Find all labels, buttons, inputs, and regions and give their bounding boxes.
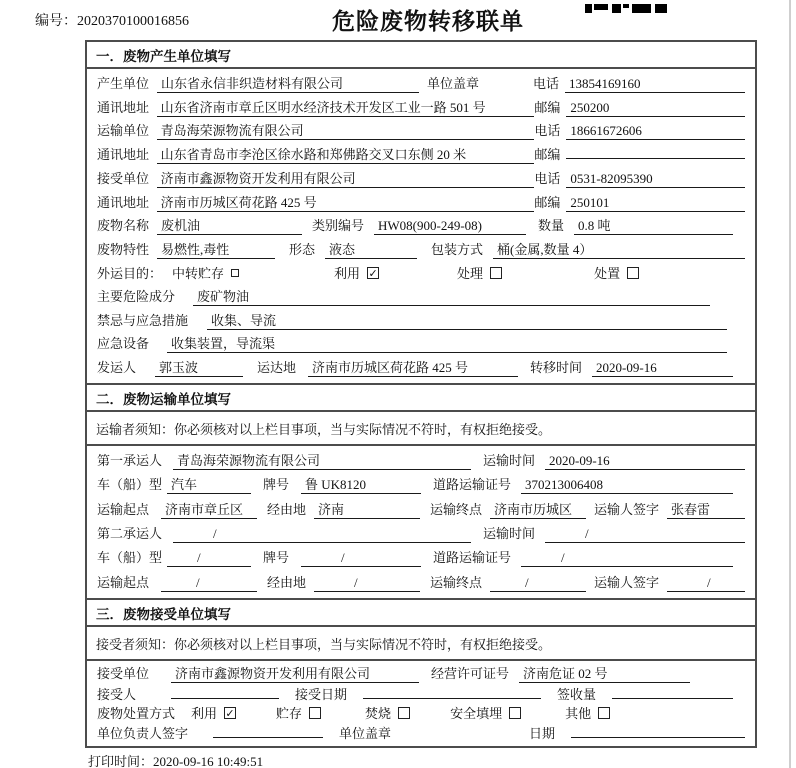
transporter-row	[97, 120, 745, 140]
vehicle-type-label: 车（船）型	[97, 550, 163, 566]
acceptance-row	[97, 684, 745, 703]
signature-row	[97, 723, 745, 742]
carrier2-value: /	[173, 526, 471, 543]
quantity-value: 0.8 吨	[574, 215, 733, 235]
transporter-value: 青岛海荣源物流有限公司	[157, 120, 535, 140]
license-label: 经营许可证号	[431, 666, 510, 682]
postal-label: 邮编	[534, 99, 561, 115]
acceptor-label: 接受人	[97, 686, 137, 702]
route-via-value: /	[314, 575, 420, 592]
permit-label: 道路运输证号	[433, 550, 512, 566]
transporter-address: 山东省青岛市李沧区徐水路和郑佛路交叉口东侧 20 米	[157, 144, 535, 164]
address-label: 通讯地址	[97, 194, 150, 210]
disposal-option-label: 安全填埋	[450, 706, 503, 722]
waste-property-value: 易燃性,毒性	[157, 239, 275, 259]
carrier-sign-label: 运输人签字	[594, 501, 660, 517]
address-label: 通讯地址	[97, 147, 150, 163]
checkbox-treat	[490, 267, 502, 279]
permit-label: 道路运输证号	[433, 477, 512, 493]
checkbox-other	[598, 707, 610, 719]
waste-name-label: 废物名称	[97, 218, 150, 234]
purpose-option-label: 中转贮存	[172, 266, 225, 281]
transport-time-label: 运输时间	[483, 453, 536, 469]
packing-label: 包装方式	[431, 242, 484, 258]
doc-number-value: 2020370100016856	[77, 14, 189, 29]
dispatcher-value: 郭玉波	[155, 357, 243, 377]
measures-label: 禁忌与应急措施	[97, 312, 189, 328]
route-end-label: 运输终点	[430, 501, 483, 517]
route2-row	[97, 572, 745, 592]
section1-body	[87, 69, 755, 383]
transport-time-value: /	[545, 526, 745, 543]
transfer-time-value: 2020-09-16	[592, 360, 733, 377]
disposal-option-label: 焚烧	[365, 706, 392, 722]
section2-header: 二．废物运输单位填写	[87, 383, 755, 412]
transfer-time-label: 转移时间	[530, 360, 583, 376]
phone-label: 电话	[533, 75, 560, 91]
plate-label: 牌号	[263, 477, 290, 493]
purpose-row	[97, 263, 745, 282]
transporter-postal	[566, 145, 745, 159]
hazard-value: 废矿物油	[193, 286, 710, 306]
vehicle-type-value: 汽车	[167, 474, 251, 494]
form-value: 液态	[325, 239, 417, 259]
route-end-value: /	[490, 575, 586, 592]
vehicle-type-label: 车（船）型	[97, 477, 163, 493]
section2-body	[87, 446, 755, 598]
producer-row	[97, 73, 745, 93]
accept-unit-value: 济南市鑫源物资开发利用有限公司	[171, 663, 419, 683]
transport-time-value: 2020-09-16	[545, 453, 745, 470]
checkbox-incinerate	[398, 707, 410, 719]
received-amount-label: 签收量	[557, 686, 597, 702]
packing-value: 桶(金属,数量 4）	[493, 239, 745, 259]
disposal-option-label: 贮存	[276, 706, 303, 722]
hazard-row	[97, 286, 745, 306]
checkbox-utilize: ✓	[225, 706, 235, 720]
section1-header: 一．废物产生单位填写	[87, 42, 755, 69]
waste-name-value: 废机油	[157, 215, 302, 235]
carrier-sign-label: 运输人签字	[594, 574, 660, 590]
transporter-phone: 18661672606	[566, 123, 745, 140]
disposal-option-label: 其他	[565, 706, 592, 722]
receiver-address-row	[97, 192, 745, 212]
plate-label: 牌号	[263, 550, 290, 566]
accept-date-value	[363, 685, 541, 699]
plate-value: /	[301, 550, 421, 567]
destination-label: 运达地	[257, 360, 297, 376]
postal-label: 邮编	[534, 147, 561, 163]
hazard-label: 主要危险成分	[97, 288, 176, 304]
category-label: 类别编号	[312, 218, 365, 234]
category-value: HW08(900-249-08)	[374, 218, 526, 235]
route-via-label: 经由地	[267, 501, 307, 517]
equipment-value: 收集装置，导流渠	[167, 333, 727, 353]
receiver-label: 接受单位	[97, 170, 150, 186]
route-start-label: 运输起点	[97, 501, 150, 517]
carrier-sign-value: 张春雷	[667, 499, 745, 519]
receiver-postal: 250101	[566, 195, 745, 212]
checkbox-utilize: ✓	[368, 266, 378, 280]
quantity-label: 数量	[538, 218, 565, 234]
measures-value: 收集、导流	[207, 310, 727, 330]
doc-number-label: 编号：	[35, 14, 77, 29]
producer-label: 产生单位	[97, 75, 150, 91]
purpose-option-label: 利用	[334, 266, 361, 281]
route1-row	[97, 499, 745, 519]
route-start-value: /	[161, 575, 257, 592]
responsible-sign-label: 单位负责人签字	[97, 725, 189, 741]
page-edge-divider	[789, 0, 791, 768]
checkbox-landfill	[509, 707, 521, 719]
section3-header: 三．废物接受单位填写	[87, 598, 755, 627]
accept-date-label: 接受日期	[295, 686, 348, 702]
dispatch-row	[97, 357, 745, 377]
transport-time-label: 运输时间	[483, 526, 536, 542]
waste-property-label: 废物特性	[97, 242, 150, 258]
carrier1-value: 青岛海荣源物流有限公司	[173, 450, 471, 470]
producer-phone: 13854169160	[565, 76, 745, 93]
page-title: 危险废物转移联单	[332, 9, 524, 34]
carrier2-row	[97, 523, 745, 543]
equipment-label: 应急设备	[97, 336, 150, 352]
receiver-address: 济南市历城区荷花路 425 号	[157, 192, 535, 212]
license-value: 济南危证 02 号	[519, 663, 690, 683]
vehicle-type-value: /	[167, 550, 251, 567]
route-start-label: 运输起点	[97, 574, 150, 590]
carrier2-label: 第二承运人	[97, 526, 163, 542]
checkbox-dispose	[627, 267, 639, 279]
unit-stamp-label: 单位盖章	[339, 725, 392, 741]
waste-name-row	[97, 215, 745, 235]
receiver-value: 济南市鑫源物资开发利用有限公司	[157, 168, 535, 188]
receiver-row	[97, 168, 745, 188]
print-time-label: 打印时间：	[88, 754, 154, 768]
permit-value: /	[521, 550, 733, 567]
phone-label: 电话	[534, 170, 561, 186]
transporter-label: 运输单位	[97, 123, 150, 139]
form-label: 形态	[289, 242, 316, 258]
producer-postal: 250200	[566, 100, 745, 117]
doc-number	[35, 10, 189, 30]
vehicle2-row	[97, 547, 745, 567]
checkbox-transfer-storage	[231, 269, 239, 277]
postal-label: 邮编	[534, 194, 561, 210]
carrier1-row	[97, 450, 745, 470]
accept-unit-label: 接受单位	[97, 666, 150, 682]
phone-label: 电话	[534, 123, 561, 139]
route-end-value: 济南市历城区	[490, 499, 586, 519]
carrier1-label: 第一承运人	[97, 453, 163, 469]
purpose-option-label: 处理	[457, 266, 484, 281]
stamp-label: 单位盖章	[427, 75, 480, 91]
address-label: 通讯地址	[97, 99, 150, 115]
route-start-value: 济南市章丘区	[161, 499, 257, 519]
producer-value: 山东省永信非织造材料有限公司	[157, 73, 419, 93]
print-time	[88, 751, 263, 768]
disposal-label: 废物处置方式	[97, 706, 176, 722]
destination-value: 济南市历城区荷花路 425 号	[308, 357, 518, 377]
plate-value: 鲁 UK8120	[301, 474, 421, 494]
purpose-option-label: 处置	[594, 266, 621, 281]
dispatcher-label: 发运人	[97, 360, 137, 376]
equipment-row	[97, 333, 745, 353]
waste-property-row	[97, 239, 745, 259]
print-time-value: 2020-09-16 10:49:51	[153, 754, 264, 768]
section2-notice: 运输者须知：你必须核对以上栏目事项，当与实际情况不符时，有权拒绝接受。	[87, 412, 755, 446]
producer-address-row	[97, 97, 745, 117]
measures-row	[97, 310, 745, 330]
receiver-phone: 0531-82095390	[566, 171, 745, 188]
manifest-form	[85, 40, 757, 748]
responsible-sign-value	[213, 724, 323, 738]
permit-value: 370213006408	[521, 477, 733, 494]
accept-unit-row	[97, 663, 745, 683]
date-value	[571, 724, 745, 738]
transporter-address-row	[97, 144, 745, 164]
qr-code-icon	[585, 0, 669, 18]
route-via-value: 济南	[314, 499, 420, 519]
purpose-label: 外运目的：	[97, 266, 163, 281]
disposal-option-label: 利用	[191, 706, 218, 722]
route-via-label: 经由地	[267, 574, 307, 590]
disposal-row	[97, 703, 745, 722]
received-amount-value	[612, 685, 733, 699]
section3-notice: 接受者须知：你必须核对以上栏目事项，当与实际情况不符时，有权拒绝接受。	[87, 627, 755, 661]
vehicle1-row	[97, 474, 745, 494]
producer-address: 山东省济南市章丘区明水经济技术开发区工业一路 501 号	[157, 97, 535, 117]
route-end-label: 运输终点	[430, 574, 483, 590]
checkbox-store	[309, 707, 321, 719]
date-label: 日期	[529, 725, 556, 741]
section3-body	[87, 661, 755, 746]
carrier-sign-value: /	[667, 575, 745, 592]
acceptor-value	[171, 685, 279, 699]
